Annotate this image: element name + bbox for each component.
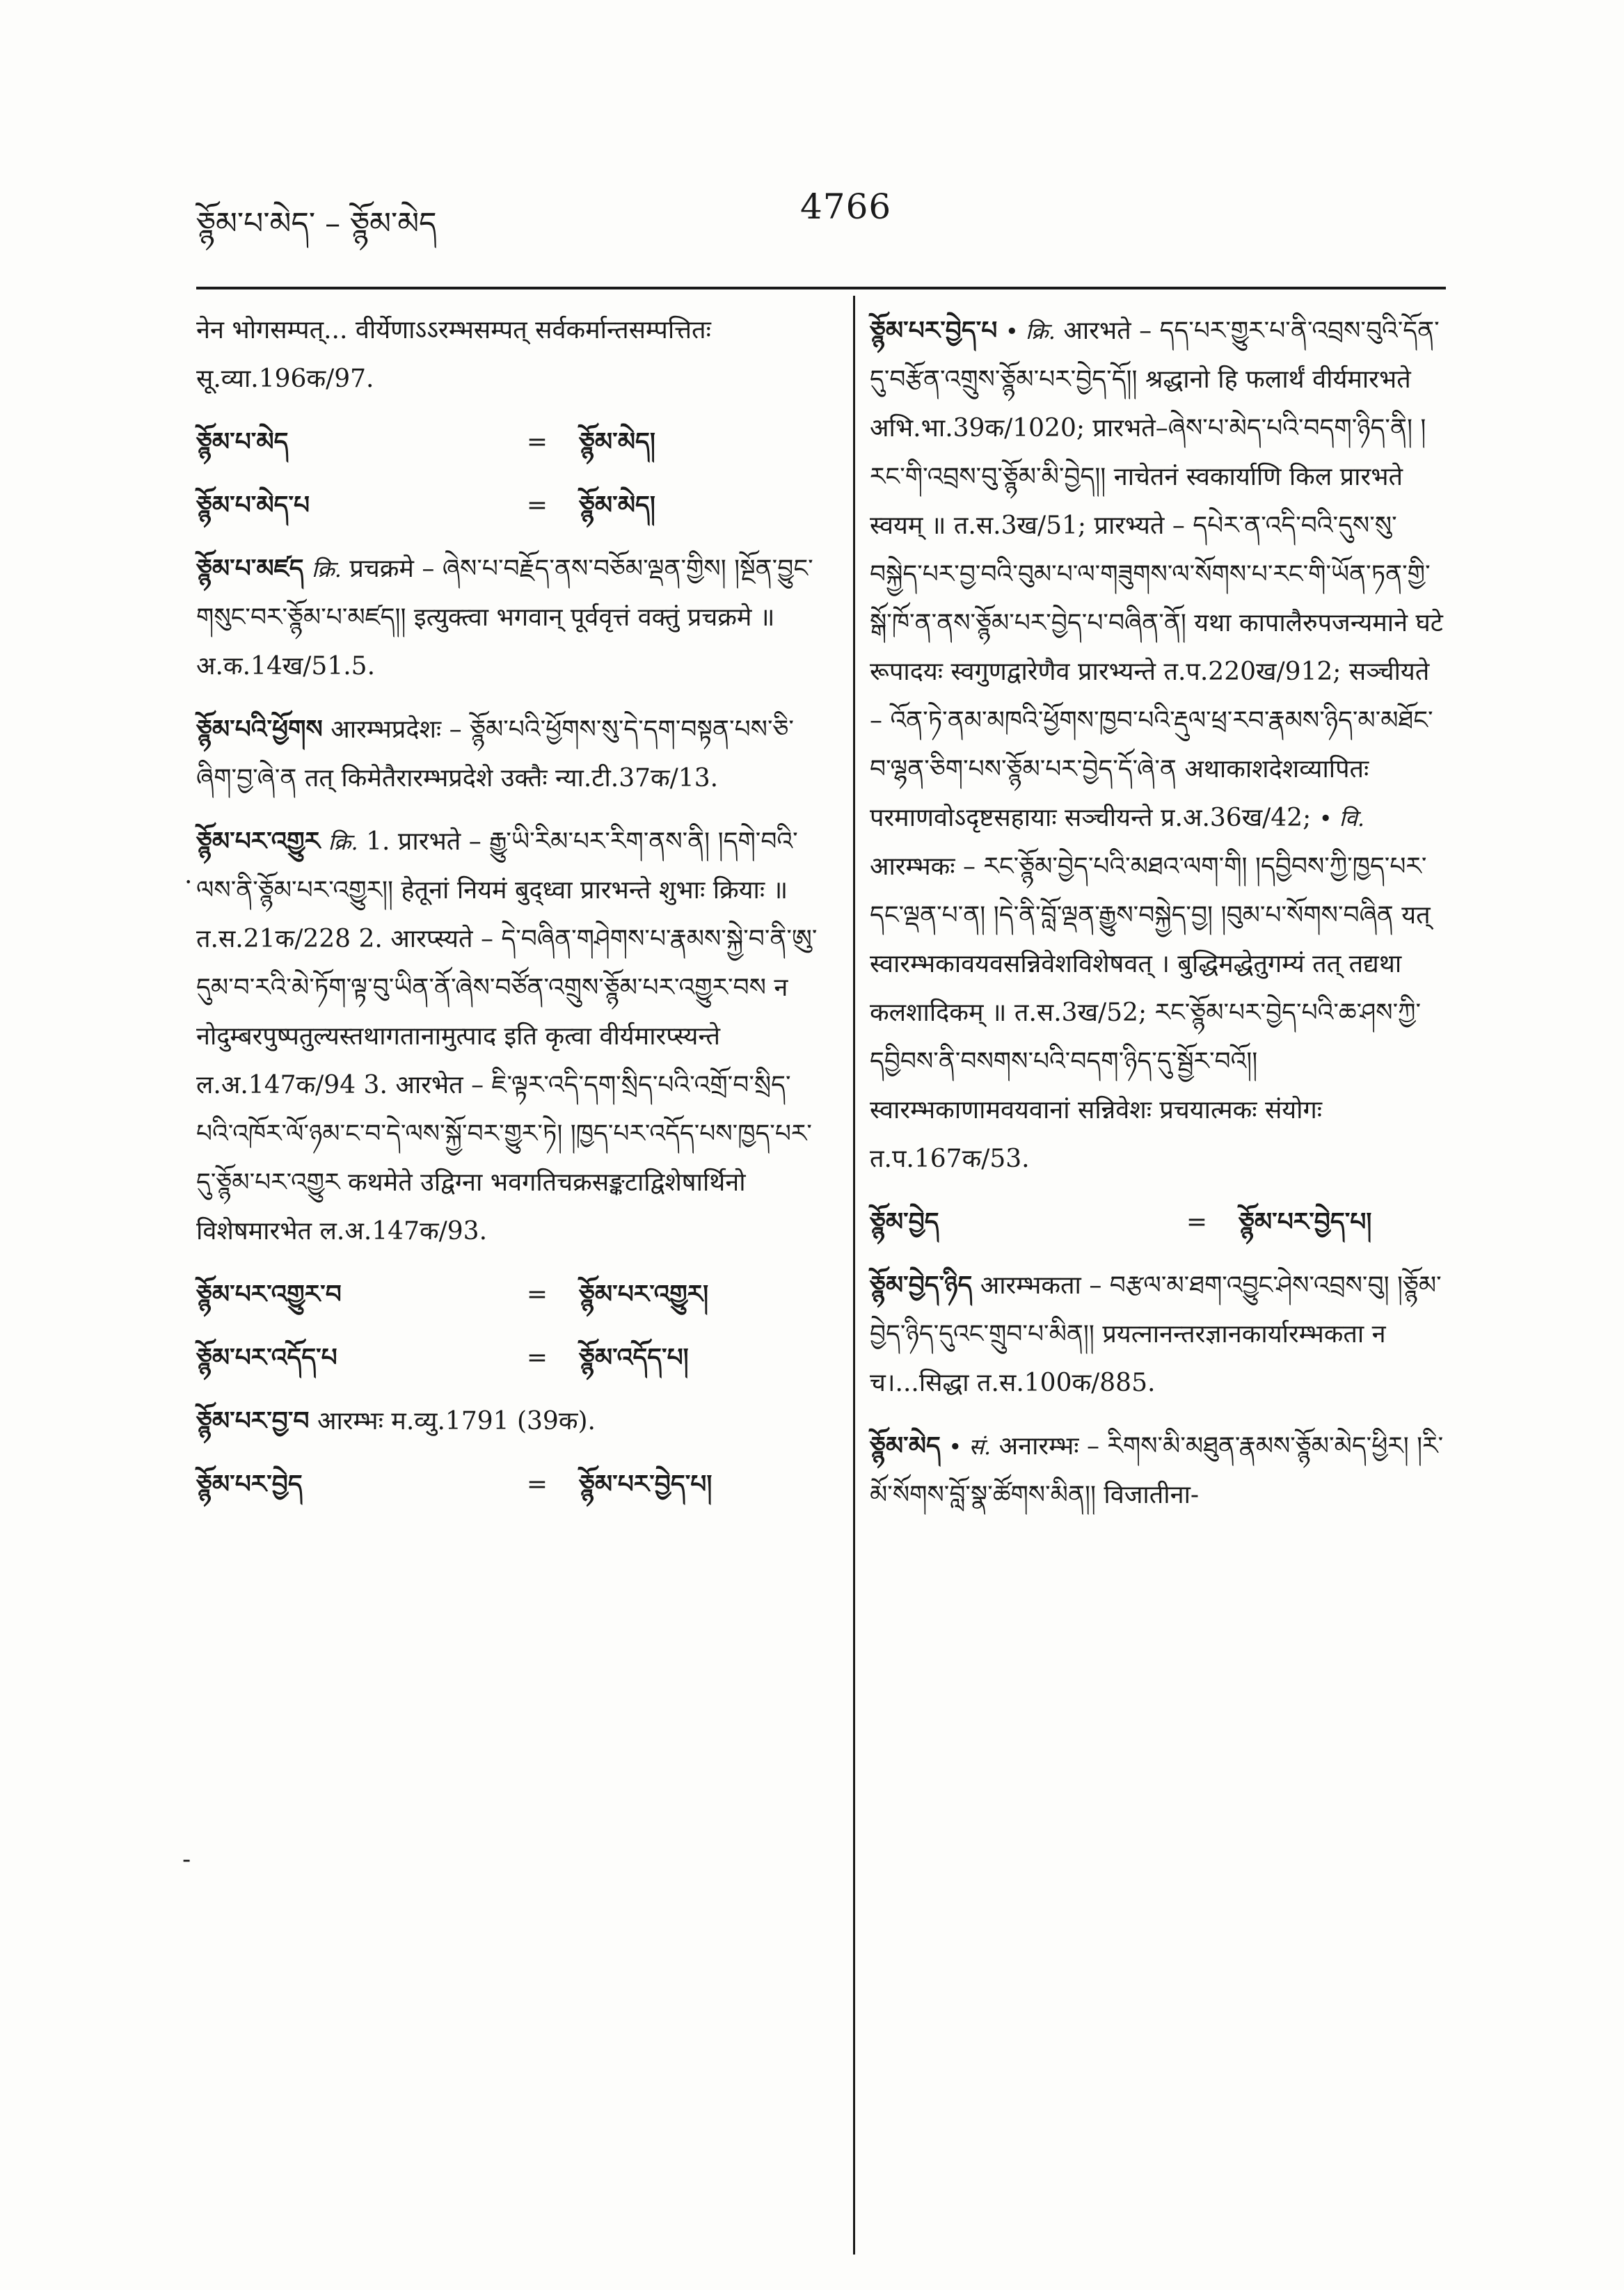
dictionary-entry bbox=[196, 544, 822, 691]
column-divider bbox=[853, 296, 855, 2255]
running-header: ཅྙོམ་པ་མེད་ – ཅྙོམ་མེད bbox=[196, 206, 437, 241]
entry-definition: आरम्भप्रदेशः – ཅྙོམ་པའི་ཕྱོགས་སུ་དེ་དག་བསྟན་པས་ཅི་ཞིག་བྱ་ཞེ་ན तत् किमेतैरारम्भप्रदेशे उक्तैः न्या.टी.37क/13. bbox=[196, 715, 794, 793]
reference-target: ཅྙོམ་པར་བྱེད་པ། bbox=[579, 1470, 713, 1499]
reference-target: ཅྙོམ་མེད། bbox=[579, 491, 655, 520]
entry-headword: ཅྙོམ་པར་བྱེད་པ bbox=[870, 316, 998, 345]
cross-reference bbox=[196, 1460, 822, 1509]
equals-sign: = bbox=[526, 428, 548, 456]
grammar-label: क्रि. bbox=[311, 556, 342, 582]
left-column bbox=[196, 306, 822, 1523]
dictionary-entry bbox=[196, 1397, 822, 1446]
grammar-label: • वि. bbox=[1319, 805, 1364, 832]
lemma: ཅྙོམ་པ་མེད bbox=[196, 427, 289, 456]
entry-definition: नेन भोगसम्पत्... वीर्येणाऽऽरम्भसम्पत् सर्वकर्मान्तसम्पत्तितः सू.व्या.196क/97. bbox=[196, 316, 711, 393]
lemma: ཅྙོམ་པ་མེད་པ bbox=[196, 491, 310, 520]
equals-sign: = bbox=[526, 491, 548, 520]
reference-target: ཅྙོམ་པར་འགྱུར། bbox=[579, 1280, 709, 1309]
reference-target: ཅྙོམ་མེད། bbox=[579, 427, 655, 456]
equals-sign: = bbox=[526, 1470, 548, 1499]
dictionary-entry bbox=[870, 1261, 1446, 1408]
cross-reference bbox=[196, 481, 822, 530]
cross-reference bbox=[870, 1198, 1446, 1247]
margin-mark: · bbox=[184, 868, 193, 897]
right-column bbox=[870, 306, 1446, 1534]
entry-continuation bbox=[196, 306, 822, 404]
header-rule bbox=[196, 287, 1446, 289]
margin-mark: - bbox=[182, 1845, 191, 1874]
reference-target: ཅྙོམ་པར་བྱེད་པ། bbox=[1239, 1207, 1372, 1237]
entry-headword: ཅྙོམ་བྱེད་ཉིད bbox=[870, 1271, 973, 1300]
cross-reference bbox=[196, 1270, 822, 1319]
dictionary-entry bbox=[870, 1422, 1446, 1520]
dictionary-entry bbox=[196, 705, 822, 803]
cross-reference bbox=[196, 1333, 822, 1383]
grammar-label: • सं. bbox=[948, 1433, 992, 1460]
equals-sign: = bbox=[526, 1280, 548, 1309]
page-number: 4766 bbox=[800, 186, 892, 227]
entry-headword: ཅྙོམ་པ་མཛད bbox=[196, 554, 304, 583]
grammar-label: क्रि. bbox=[328, 829, 358, 855]
lemma: ཅྙོམ་པར་བྱེད bbox=[196, 1470, 303, 1499]
lemma: ཅྙོམ་པར་འགྱུར་བ bbox=[196, 1280, 342, 1309]
cross-reference bbox=[196, 418, 822, 467]
entry-headword: ཅྙོམ་མེད bbox=[870, 1431, 941, 1461]
lemma: ཅྙོམ་པར་འདོད་པ bbox=[196, 1343, 337, 1372]
lemma: ཅྙོམ་བྱེད bbox=[870, 1207, 939, 1237]
entry-definition: प्रचक्रमे – ཞེས་པ་བརྗོད་ནས་བཅོམ་ལྡན་གྱིས། །སྔོན་བྱུང་གསུང་བར་ཅྙོམ་པ་མཛད།། इत्युक्त्वा भगवान् पूर्ववृत्तं वक्तुं प्रचक्रमे ॥ अ.क.14ख/51.5. bbox=[196, 555, 813, 681]
entry-definition: 1. प्रारभते – རྒྱུ་ཡི་རིམ་པར་རིག་ནས་ནི། །དགེ་བའི་ལས་ནི་ཅྙོམ་པར་འགྱུར།། हेतूनां नियमं बुद्ध्वा प्रारभन्ते शुभाः क्रियाः ॥ त.स.21क/228 2. आरप्स्यते – དེ་བཞིན་གཤེགས་པ་རྣམས་སྐྱེ་བ་ནི་ཨུ་དུམ་བ་རའི་མེ་ཏོག་ལྟ་བུ་ཡིན་ནོ་ཞེས་བཙོན་འགྲུས་ཅྙོམ་པར་འགྱུར་བས न नोदुम्बरपुष्पतुल्यस्तथागतानामुत्पाद इति कृत्वा वीर्यमारप्स्यन्ते ल.अ.147क/94 3. आरभेत – ཇི་ལྟར་འདི་དག་སྲིད་པའི་འགྲོ་བ་སྲིད་པའི་འཁོར་ལོ་ཉམ་ང་བ་དེ་ལས་སྐྱོ་བར་གྱུར་ཏེ། །ཁྱད་པར་འདོད་པས་ཁྱད་པར་དུ་ཅྙོམ་པར་འགྱུར कथमेते उद्विग्ना भवगतिचक्रसङ्कटाद्विशेषार्थिनो विशेषमारभेत ल.अ.147क/93. bbox=[196, 827, 818, 1246]
dictionary-entry bbox=[196, 817, 822, 1256]
entry-definition: आरभते – དད་པར་གྱུར་པ་ནི་འབྲས་བུའི་དོན་དུ་བརྩོན་འགྲུས་ཅྙོམ་པར་བྱེད་དོ།། श्रद्धानो हि फलार्थं वीर्यमारभते अभि.भा.39क/1020; प्रारभते–ཞེས་པ་མེད་པའི་བདག་ཉིད་ནི། །རང་གི་འབྲས་བུ་ཅྙོམ་མི་བྱེད།། नाचेतनं स्वकार्याणि किल प्रारभते स्वयम् ॥ त.स.3ख/51; प्रारभ्यते – དཔེར་ན་འདི་བའི་དུས་སུ་བསྐྱེད་པར་བྱ་བའི་བུམ་པ་ལ་གཟུགས་ལ་སོགས་པ་རང་གི་ཡོན་ཏན་གྱི་སྒོ་ཁོ་ན་ནས་ཅྙོམ་པར་བྱེད་པ་བཞིན་ནོ། यथा कापालैरुपजन्यमाने घटे रूपादयः स्वगुणद्वारेणैव प्रारभ्यन्ते त.प.220ख/912; सञ्चीयते – འོན་ཏེ་ནམ་མཁའི་ཕྱོགས་ཁྱབ་པའི་རྡུལ་ཕྲ་རབ་རྣམས་ཉིད་མ་མཐོང་བ་ལྷན་ཅིག་པས་ཅྙོམ་པར་བྱེད་དོ་ཞེ་ན अथाकाशदेशव्यापितः परमाणवोऽदृष्टसहायाः सञ्चीयन्ते प्र.अ.36ख/42; bbox=[870, 317, 1443, 832]
entry-definition: आरम्भकता – བརྩལ་མ་ཐག་འབྱུང་ཤེས་འབྲས་བུ། །ཅྙོམ་བྱེད་ཉིད་དུའང་གྲུབ་པ་མིན།། प्रयत्नानन्तरज्ञानकार्यारम्भकता न च।...सिद्धा त.स.100क/885. bbox=[870, 1271, 1442, 1397]
entry-definition: आरम्भः म.व्यु.1791 (39क). bbox=[317, 1407, 596, 1436]
reference-target: ཅྙོམ་འདོད་པ། bbox=[579, 1343, 689, 1372]
entry-definition: आरम्भकः – རང་ཅྙོམ་བྱེད་པའི་མཐའ་ལག་གི། །དབྱིབས་ཀྱི་ཁྱད་པར་དང་ལྡན་པ་ན། །དེ་ནི་བློ་ལྡན་རྒྱུས་བསྐྱེད་བྱ། །བུམ་པ་སོགས་བཞིན यत् स्वारम्भकावयवसन्निवेशविशेषवत् । बुद्धिमद्धेतुगम्यं तत् तद्यथा कलशादिकम् ॥ त.स.3ख/52; རང་ཅྙོམ་པར་བྱེད་པའི་ཆ་ཤས་ཀྱི་དབྱིབས་ནི་བསགས་པའི་བདག་ཉིད་དུ་སྦྱོར་བའོ།། स्वारम्भकाणामवयवानां सन्निवेशः प्रचयात्मकः संयोगः त.प.167क/53. bbox=[870, 852, 1431, 1173]
dictionary-entry bbox=[870, 306, 1446, 1184]
entry-headword: ཅྙོམ་པའི་ཕྱོགས bbox=[196, 715, 323, 744]
grammar-label: • क्रि. bbox=[1005, 318, 1056, 344]
equals-sign: = bbox=[526, 1344, 548, 1372]
entry-headword: ཅྙོམ་པར་འགྱུར bbox=[196, 827, 321, 856]
equals-sign: = bbox=[1186, 1208, 1208, 1237]
entry-definition: अनारम्भः – རིགས་མི་མཐུན་རྣམས་ཅྙོམ་མེད་ཕྱིར། །རི་མོ་སོགས་བློ་སྣ་ཚོགས་མིན།། विजातीना- bbox=[870, 1432, 1444, 1509]
entry-headword: ཅྙོམ་པར་བྱ་བ bbox=[196, 1406, 310, 1436]
